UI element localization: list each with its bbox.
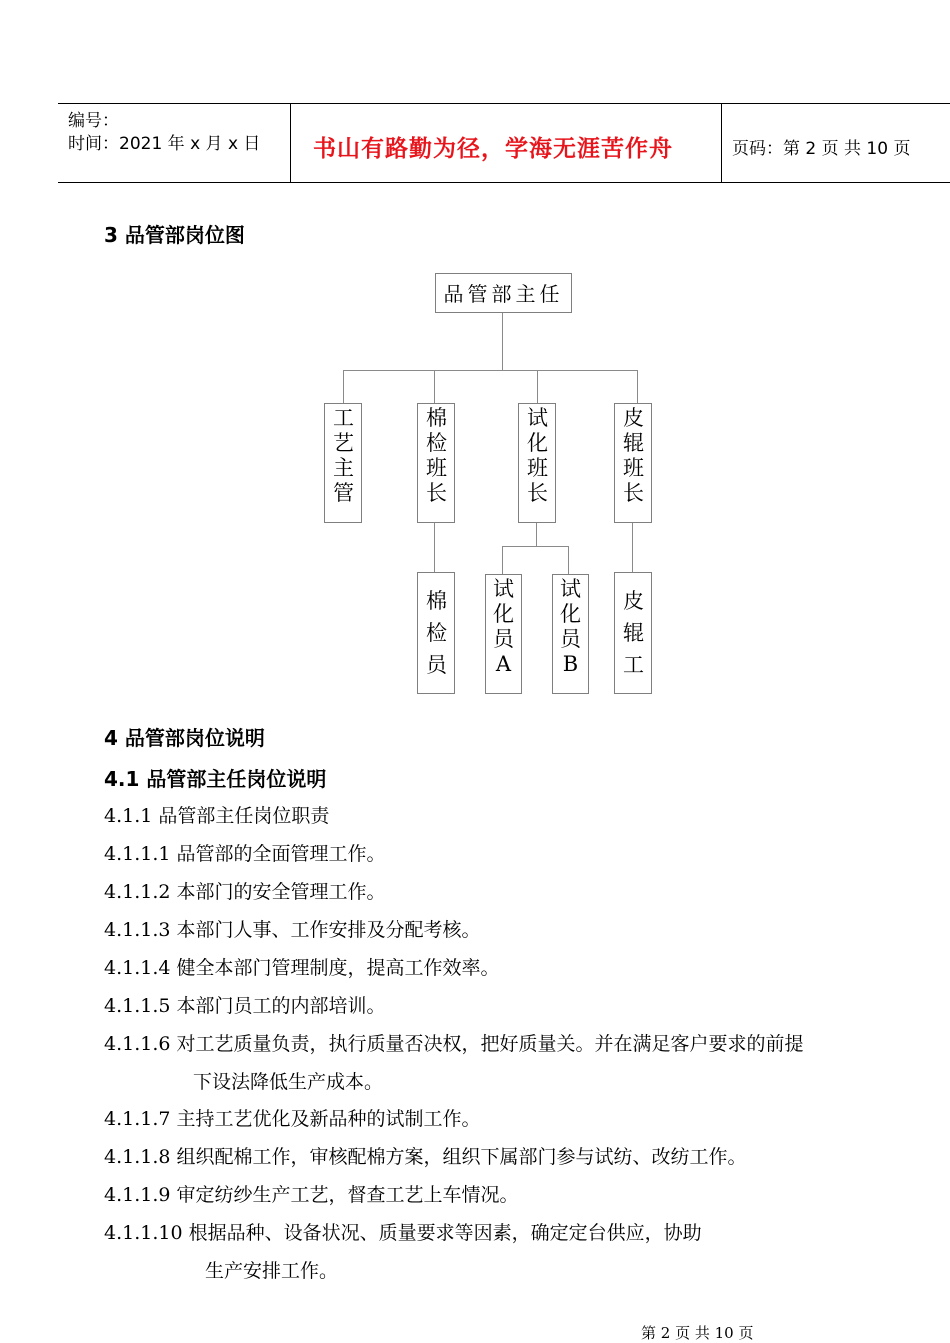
item-number: 4.1.1.3	[104, 919, 171, 941]
org-box-lab-b-char: 员	[560, 627, 581, 651]
list-item-continuation: 下设法降低生产成本。	[193, 1071, 384, 1093]
item-number: 4.1.1.6	[104, 1033, 171, 1055]
connector	[434, 522, 435, 572]
header-top-rule	[58, 103, 950, 104]
org-box-process-supervisor: 工艺主管	[324, 403, 362, 523]
item-text: 本部门人事、工作安排及分配考核。	[176, 919, 481, 941]
org-box-lab-a-char: 试	[493, 577, 514, 601]
item-text: 对工艺质量负责，执行质量否决权，把好质量关。并在满足客户要求的前提	[176, 1033, 804, 1055]
list-item-continuation: 生产安排工作。	[205, 1260, 339, 1282]
header-bottom-rule	[58, 182, 950, 183]
connector	[502, 312, 503, 370]
item-number: 4.1.1.2	[104, 881, 171, 903]
header-divider-right	[721, 103, 722, 183]
item-number: 4.1.1.10	[104, 1222, 183, 1244]
item-number: 4.1.1.1	[104, 843, 171, 865]
org-box-lab-staff-b	[552, 574, 589, 694]
item-text: 本部门员工的内部培训。	[176, 995, 386, 1017]
section-4-title: 4 品管部岗位说明	[104, 726, 265, 750]
item-text: 本部门的安全管理工作。	[176, 881, 386, 903]
header-motto: 书山有路勤为径，学海无涯苦作舟	[313, 136, 673, 162]
org-box-roller-worker: 皮辊工	[614, 572, 652, 694]
list-item	[104, 1218, 702, 1245]
item-text: 健全本部门管理制度，提高工作效率。	[176, 957, 500, 979]
item-number: 4.1.1.4	[104, 957, 171, 979]
list-item	[104, 915, 481, 942]
connector	[502, 546, 503, 574]
document-code-label: 编号：	[68, 111, 119, 131]
org-box-cotton-inspection-leader: 棉检班长	[417, 403, 455, 523]
org-box-lab-a-char: 员	[493, 627, 514, 651]
item-text: 审定纺纱生产工艺，督查工艺上车情况。	[176, 1184, 519, 1206]
list-item	[104, 991, 386, 1018]
list-item	[104, 1104, 481, 1131]
section-4-1-1-title: 4.1.1 品管部主任岗位职责	[104, 805, 330, 827]
page-footer: 第 2 页 共 10 页	[641, 1324, 754, 1342]
connector	[502, 546, 569, 547]
document-date-label: 时间：2021 年 x 月 x 日	[68, 134, 261, 154]
list-item	[104, 1029, 804, 1056]
org-box-lab-a-char: A	[495, 652, 512, 676]
item-number: 4.1.1.9	[104, 1184, 171, 1206]
list-item	[104, 839, 386, 866]
connector	[568, 546, 569, 574]
org-box-cotton-inspector: 棉检员	[417, 572, 455, 694]
list-item	[104, 1180, 519, 1207]
org-box-lab-b-char: B	[562, 652, 579, 676]
org-box-director: 品管部主任	[435, 273, 572, 313]
item-text: 主持工艺优化及新品种的试制工作。	[176, 1108, 481, 1130]
connector	[343, 370, 638, 371]
item-text: 组织配棉工作，审核配棉方案，组织下属部门参与试纺、改纺工作。	[176, 1146, 747, 1168]
header-divider-left	[290, 103, 291, 183]
org-box-lab-a-char: 化	[493, 602, 514, 626]
connector	[434, 370, 435, 403]
connector	[637, 370, 638, 403]
org-box-lab-leader: 试化班长	[518, 403, 556, 523]
section-4-1-title: 4.1 品管部主任岗位说明	[104, 767, 327, 791]
item-text: 品管部的全面管理工作。	[176, 843, 386, 865]
section-3-title: 3 品管部岗位图	[104, 223, 245, 247]
list-item	[104, 1142, 747, 1169]
list-item	[104, 877, 386, 904]
item-number: 4.1.1.7	[104, 1108, 171, 1130]
list-item	[104, 953, 500, 980]
org-box-lab-b-char: 试	[560, 577, 581, 601]
item-number: 4.1.1.5	[104, 995, 171, 1017]
connector	[632, 522, 633, 572]
connector	[536, 522, 537, 546]
connector	[537, 370, 538, 403]
org-box-roller-leader: 皮辊班长	[614, 403, 652, 523]
org-box-lab-staff-a	[485, 574, 522, 694]
item-number: 4.1.1.8	[104, 1146, 171, 1168]
org-box-lab-b-char: 化	[560, 602, 581, 626]
connector	[343, 370, 344, 403]
header-page-label: 页码：第 2 页 共 10 页	[732, 139, 911, 159]
item-text: 根据品种、设备状况、质量要求等因素，确定定台供应，协助	[188, 1222, 702, 1244]
